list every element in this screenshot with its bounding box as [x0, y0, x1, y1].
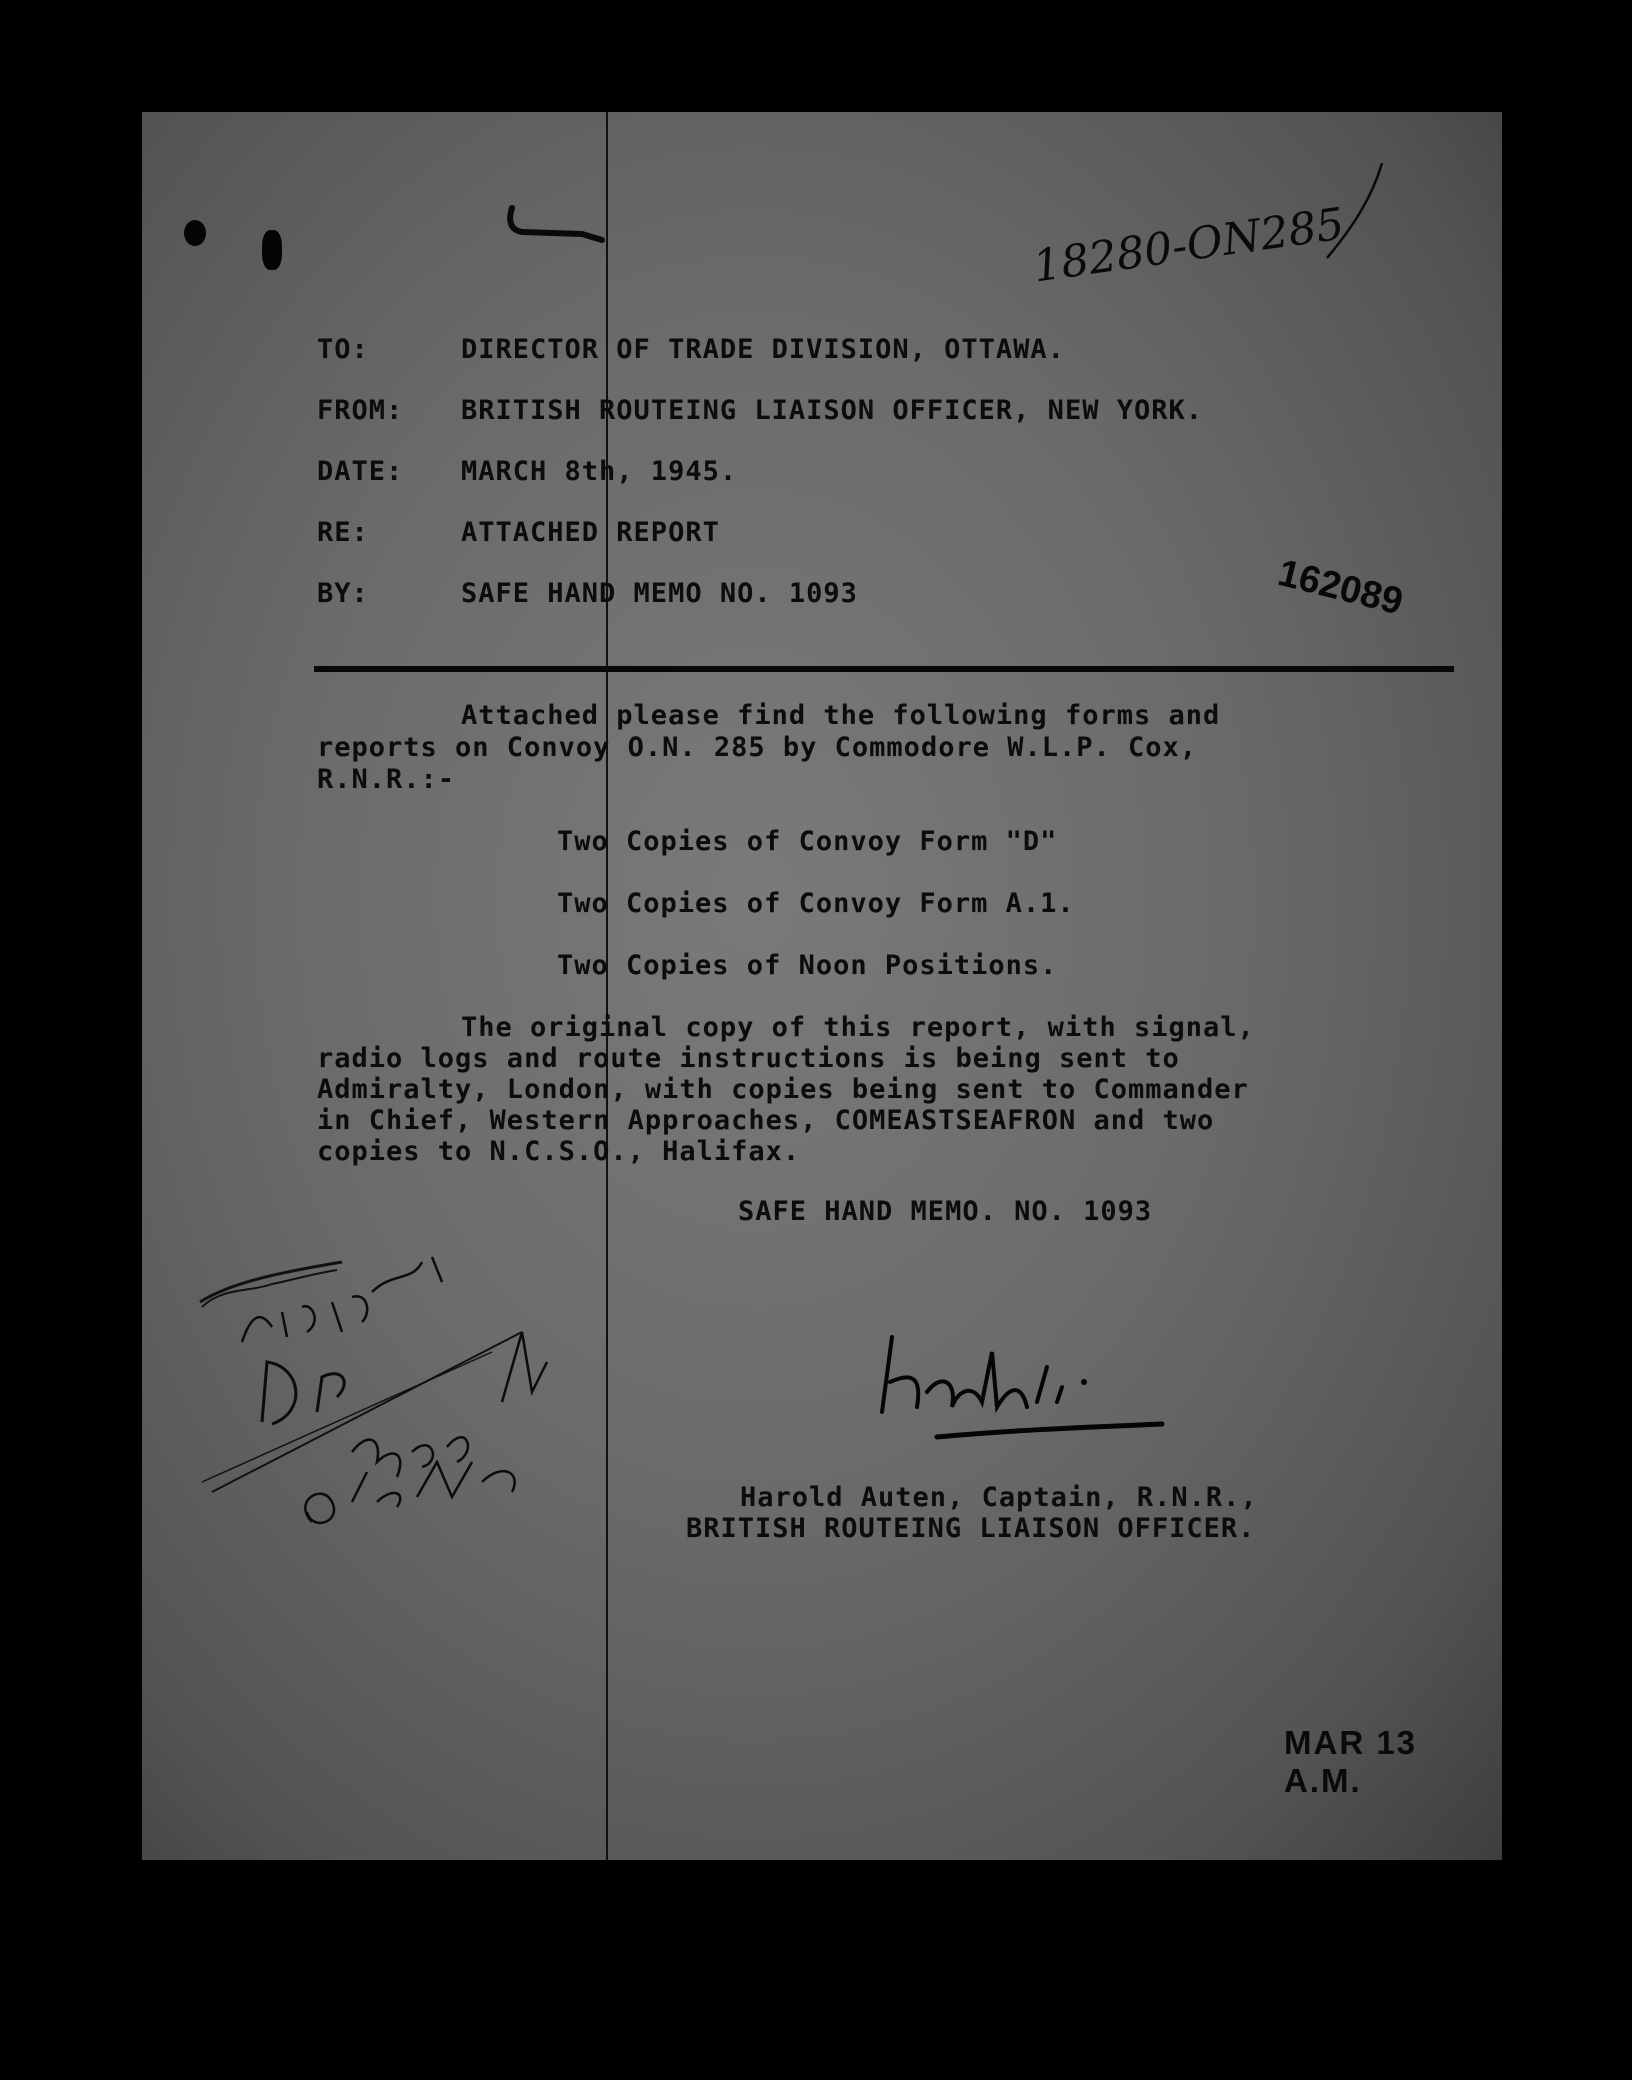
re-value: ATTACHED REPORT: [461, 517, 720, 548]
handwritten-signature: [862, 1312, 1182, 1462]
intro-line-2: reports on Convoy O.N. 285 by Commodore W.L.P. Cox,: [317, 732, 1198, 763]
by-value: SAFE HAND MEMO NO. 1093: [461, 578, 858, 609]
para2-line-1: The original copy of this report, with signal,: [461, 1012, 1255, 1043]
by-label: BY:: [317, 578, 369, 609]
top-pen-mark: [502, 200, 612, 250]
signer-title: BRITISH ROUTEING LIAISON OFFICER.: [686, 1513, 1256, 1544]
fold-line: [606, 112, 608, 1860]
list-item: Two Copies of Convoy Form "D": [557, 826, 1058, 857]
stamp-number: 162089: [1273, 552, 1408, 624]
para2-line-4: in Chief, Western Approaches, COMEASTSEAFRON and two: [317, 1105, 1215, 1136]
para2-line-2: radio logs and route instructions is being sent to: [317, 1043, 1180, 1074]
handwritten-margin-notes: [192, 1162, 572, 1532]
from-value: BRITISH ROUTEING LIAISON OFFICER, NEW YORK.: [461, 395, 1203, 426]
document-page: [142, 112, 1502, 1860]
re-label: RE:: [317, 517, 369, 548]
intro-line-3: R.N.R.:-: [317, 764, 456, 795]
to-label: TO:: [317, 334, 369, 365]
intro-line-1: Attached please find the following forms and: [461, 700, 1221, 731]
date-label: DATE:: [317, 456, 404, 487]
from-label: FROM:: [317, 395, 404, 426]
memo-reference: SAFE HAND MEMO. NO. 1093: [738, 1196, 1153, 1227]
header-divider: [314, 666, 1454, 672]
to-value: DIRECTOR OF TRADE DIVISION, OTTAWA.: [461, 334, 1065, 365]
handwritten-file-reference: 18280-ON285: [1029, 198, 1348, 293]
punch-hole-mark: [184, 220, 206, 246]
list-item: Two Copies of Noon Positions.: [557, 950, 1058, 981]
para2-line-5: copies to N.C.S.O., Halifax.: [317, 1136, 801, 1167]
signer-name: Harold Auten, Captain, R.N.R.,: [740, 1482, 1258, 1513]
para2-line-3: Admiralty, London, with copies being sent to Commander: [317, 1074, 1249, 1105]
received-date-stamp: MAR 13 A.M.: [1284, 1724, 1418, 1799]
handwritten-ref-stroke: [1322, 158, 1392, 268]
date-value: MARCH 8th, 1945.: [461, 456, 738, 487]
punch-hole-mark: [262, 230, 282, 270]
list-item: Two Copies of Convoy Form A.1.: [557, 888, 1075, 919]
